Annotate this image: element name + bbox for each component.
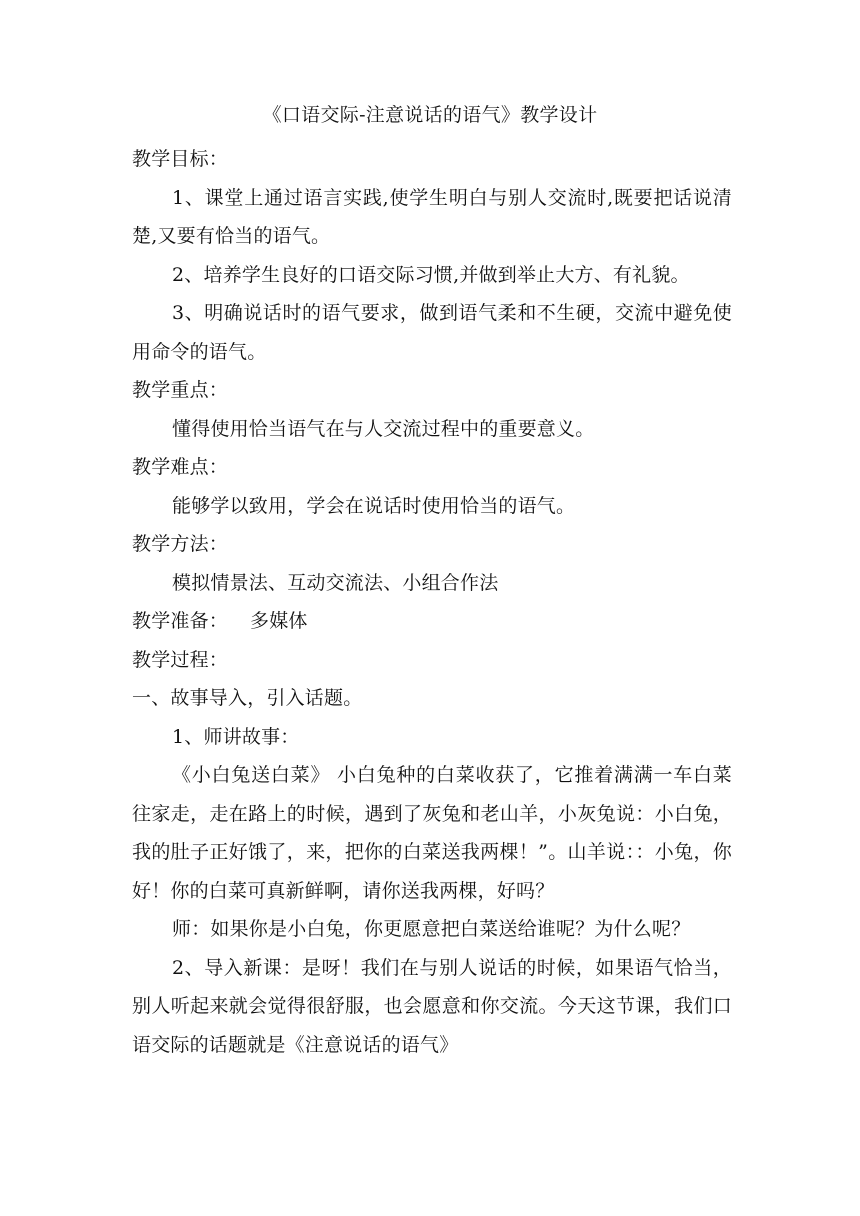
step-1-heading: 1、师讲故事： xyxy=(172,725,300,748)
document-title: 《口语交际-注意说话的语气》教学设计 xyxy=(262,104,598,126)
goals-heading: 教学目标： xyxy=(132,148,229,170)
document-body xyxy=(132,140,732,1064)
difficulty-text: 能够学以致用，学会在说话时使用恰当的语气。 xyxy=(172,494,576,517)
story-text: 《小白兔送白菜》 小白兔种的白菜收获了，它推着满满一车白菜往家走，走在路上的时候，遇到了灰兔和老山羊，小灰兔说：小白兔，我的肚子正好饿了，来，把你的白菜送我两棵！”。山羊说：：小兔，你好！你的白菜可真新鲜啊，请你送我两棵，好吗？ xyxy=(132,764,732,902)
method-text: 模拟情景法、互动交流法、小组合作法 xyxy=(172,571,499,594)
key-points-text: 懂得使用恰当语气在与人交流过程中的重要意义。 xyxy=(172,417,595,440)
step-2-text: 2、导入新课：是呀！我们在与别人说话的时候，如果语气恰当，别人听起来就会觉得很舒服，也会愿意和你交流。今天这节课，我们口语交际的话题就是《注意说话的语气》 xyxy=(132,956,732,1056)
prep-text: 多媒体 xyxy=(250,610,308,632)
key-points-heading: 教学重点： xyxy=(132,379,229,401)
goal-item-2: 2、培养学生良好的口语交际习惯,并做到举止大方、有礼貌。 xyxy=(172,263,690,286)
difficulty-heading: 教学难点： xyxy=(132,456,229,478)
teacher-question: 师：如果你是小白兔，你更愿意把白菜送给谁呢？为什么呢？ xyxy=(172,918,691,940)
section-1-heading: 一、故事导入，引入话题。 xyxy=(132,687,363,709)
method-heading: 教学方法： xyxy=(132,533,229,555)
process-heading: 教学过程： xyxy=(132,648,229,671)
goal-item-3: 3、明确说话时的语气要求，做到语气柔和不生硬，交流中避免使用命令的语气。 xyxy=(132,302,732,363)
prep-line xyxy=(132,602,732,641)
prep-heading: 教学准备： xyxy=(132,610,229,632)
goal-item-1: 1、课堂上通过语言实践,使学生明白与别人交流时,既要把话说清楚,又要有恰当的语气。 xyxy=(132,186,732,247)
